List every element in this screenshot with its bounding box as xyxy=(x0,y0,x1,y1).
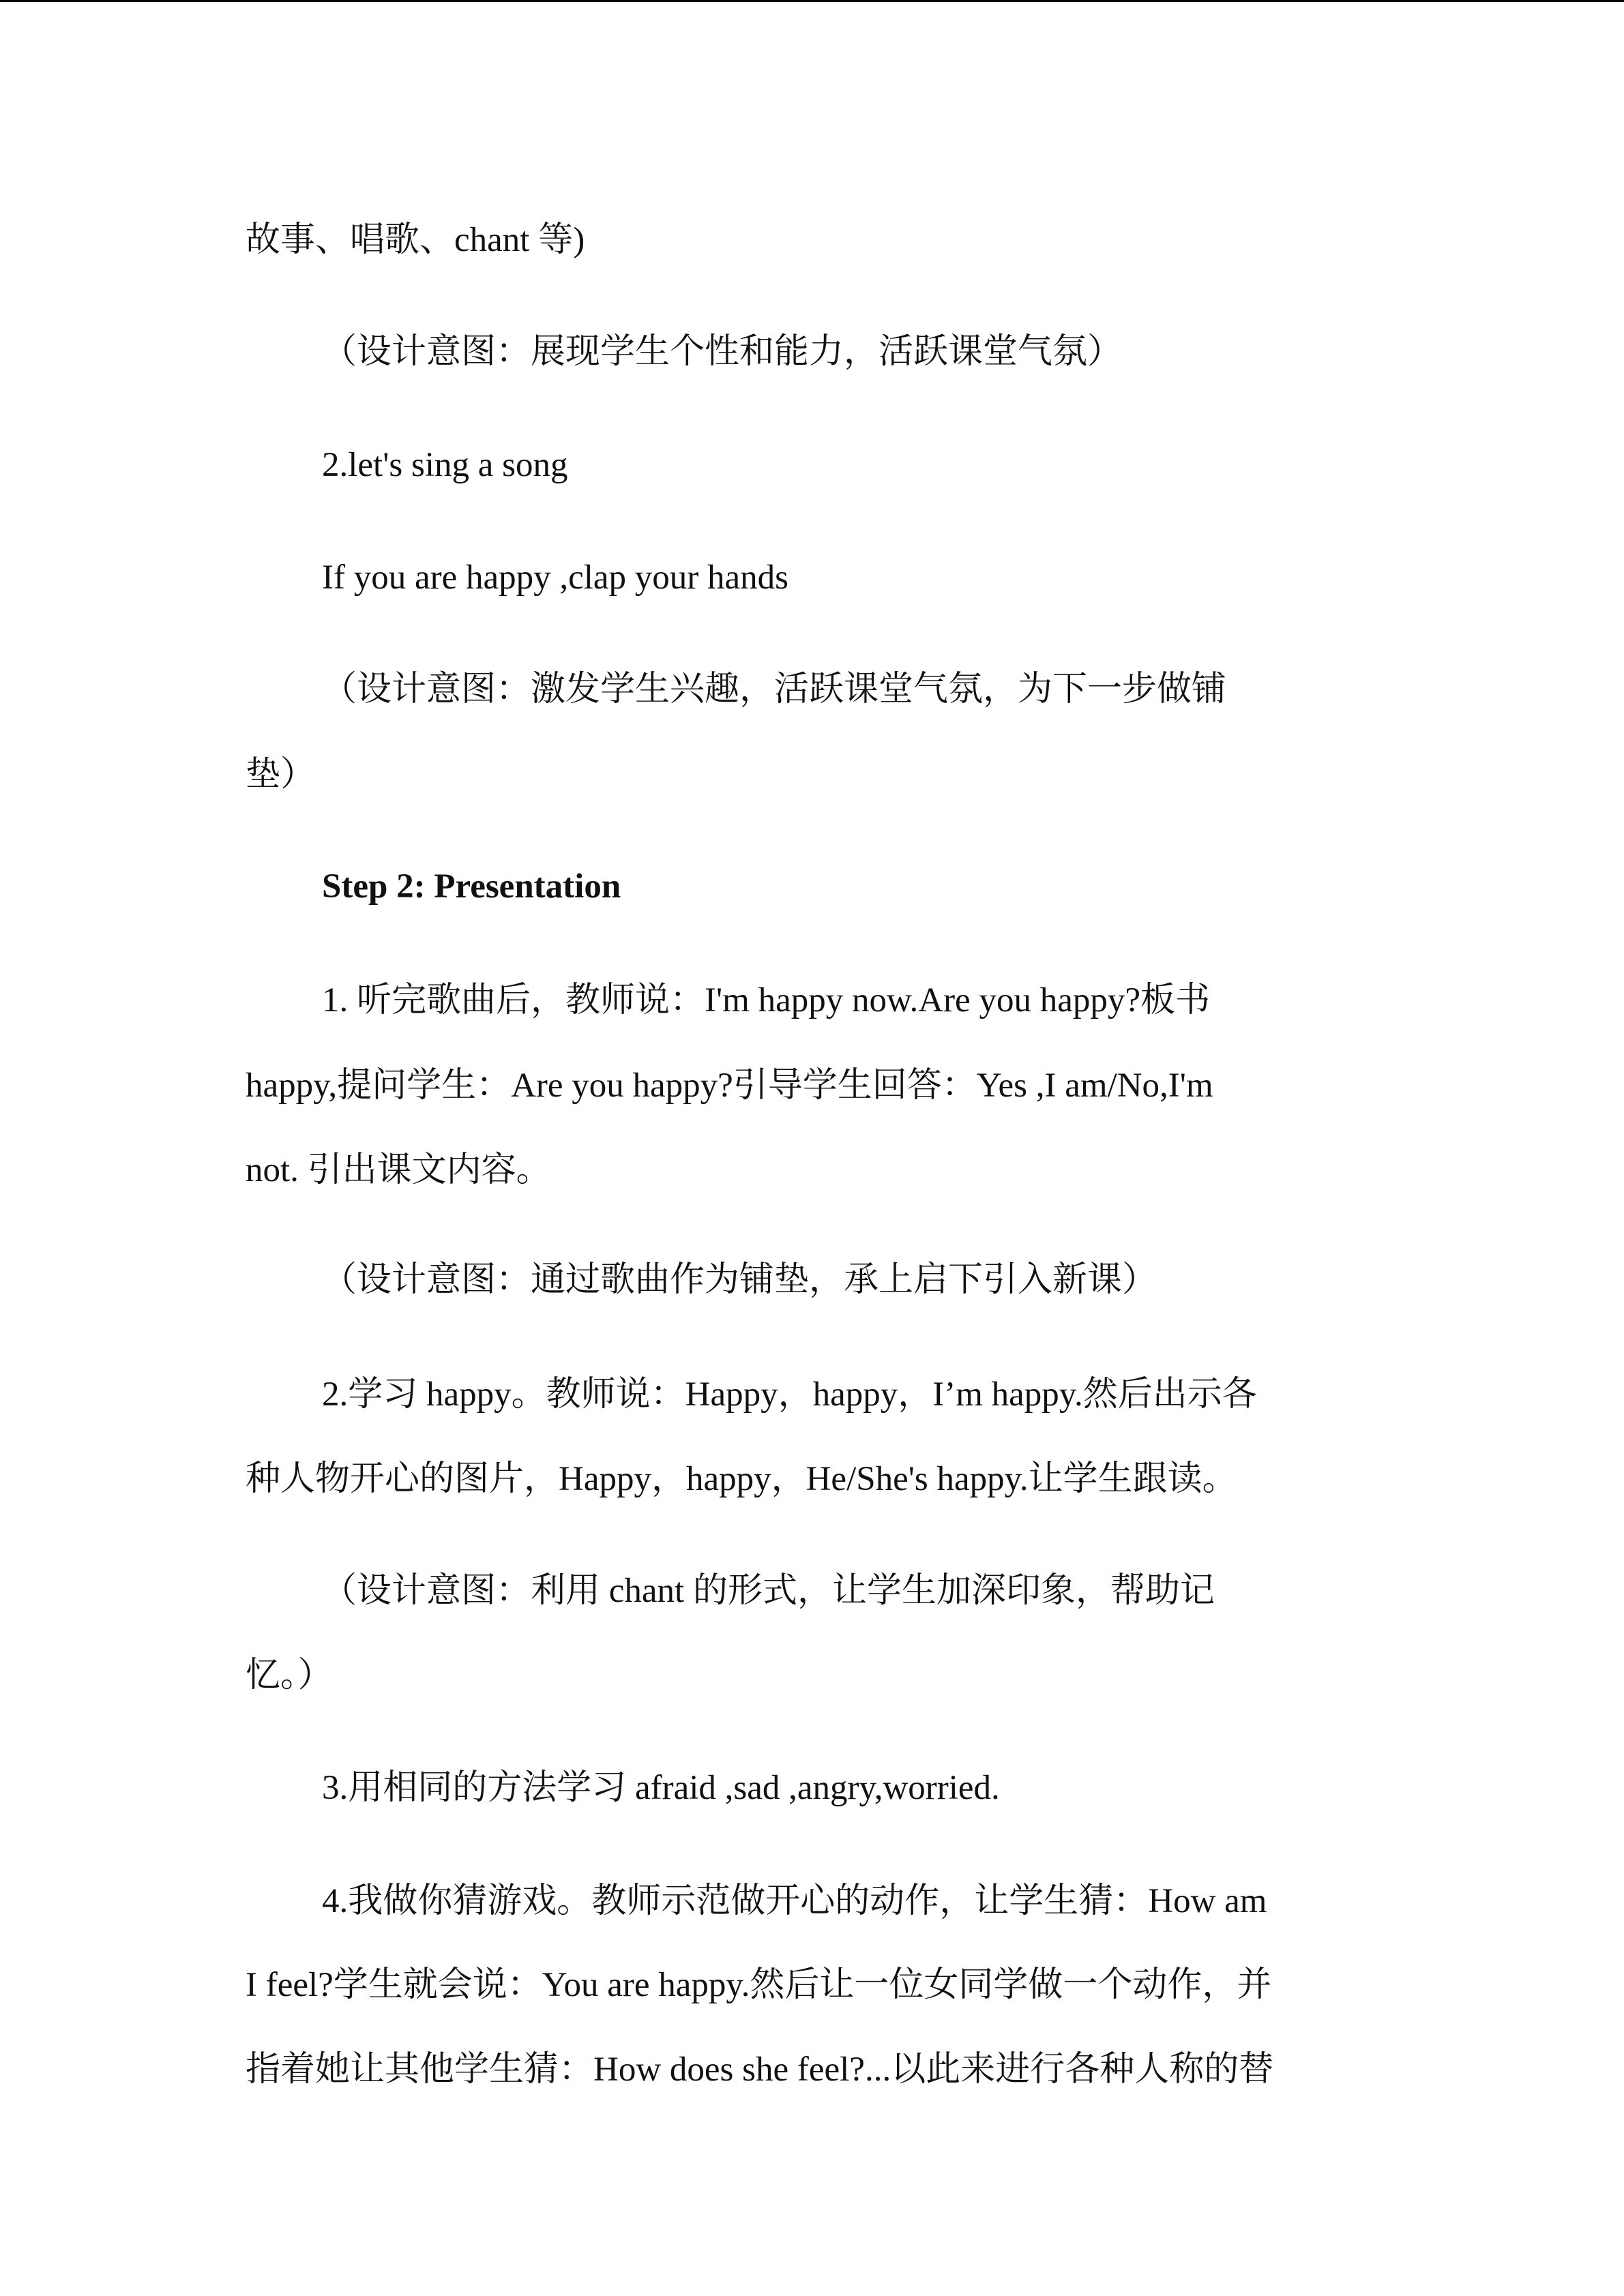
text-line-step2-item4-cont2: 指着她让其他学生猜：How does she feel?...以此来进行各种人称的替 xyxy=(246,2051,1274,2089)
section-heading-step-2: Step 2: Presentation xyxy=(322,867,621,906)
text-line-step2-item3: 3.用相同的方法学习 afraid ,sad ,angry,worried. xyxy=(322,1769,1000,1807)
text-line-step2-item2-cont: 种人物开心的图片，Happy，happy，He/She's happy.让学生跟读。 xyxy=(246,1460,1237,1498)
design-intent-note-2: （设计意图：激发学生兴趣，活跃课堂气氛，为下一步做铺 xyxy=(322,670,1227,709)
text-line-step2-item2: 2.学习 happy。教师说：Happy，happy，I’m happy.然后出示各 xyxy=(322,1375,1257,1414)
design-intent-note-4: （设计意图：利用 chant 的形式，让学生加深印象，帮助记 xyxy=(322,1572,1215,1610)
text-line-song-title: 2.let's sing a song xyxy=(322,446,568,484)
text-line-step2-item1-cont2: not. 引出课文内容。 xyxy=(246,1151,551,1189)
text-line-1: 故事、唱歌、chant 等) xyxy=(246,221,585,259)
design-intent-note-4-cont: 忆。） xyxy=(246,1656,333,1695)
text-line-step2-item1-cont1: happy,提问学生：Are you happy?引导学生回答：Yes ,I am/No,I'm xyxy=(246,1067,1213,1105)
text-line-step2-item4-cont1: I feel?学生就会说：You are happy.然后让一位女同学做一个动作，并 xyxy=(246,1966,1272,2004)
design-intent-note-2-cont: 垫） xyxy=(246,756,316,794)
text-line-song-lyrics: If you are happy ,clap your hands xyxy=(322,558,789,597)
text-line-step2-item1: 1. 听完歌曲后，教师说：I'm happy now.Are you happy?板书 xyxy=(322,981,1210,1019)
design-intent-note-1: （设计意图：展现学生个性和能力，活跃课堂气氛） xyxy=(322,333,1123,371)
text-line-step2-item4: 4.我做你猜游戏。教师示范做开心的动作，让学生猜：How am xyxy=(322,1882,1267,1920)
design-intent-note-3: （设计意图：通过歌曲作为铺垫，承上启下引入新课） xyxy=(322,1261,1157,1299)
